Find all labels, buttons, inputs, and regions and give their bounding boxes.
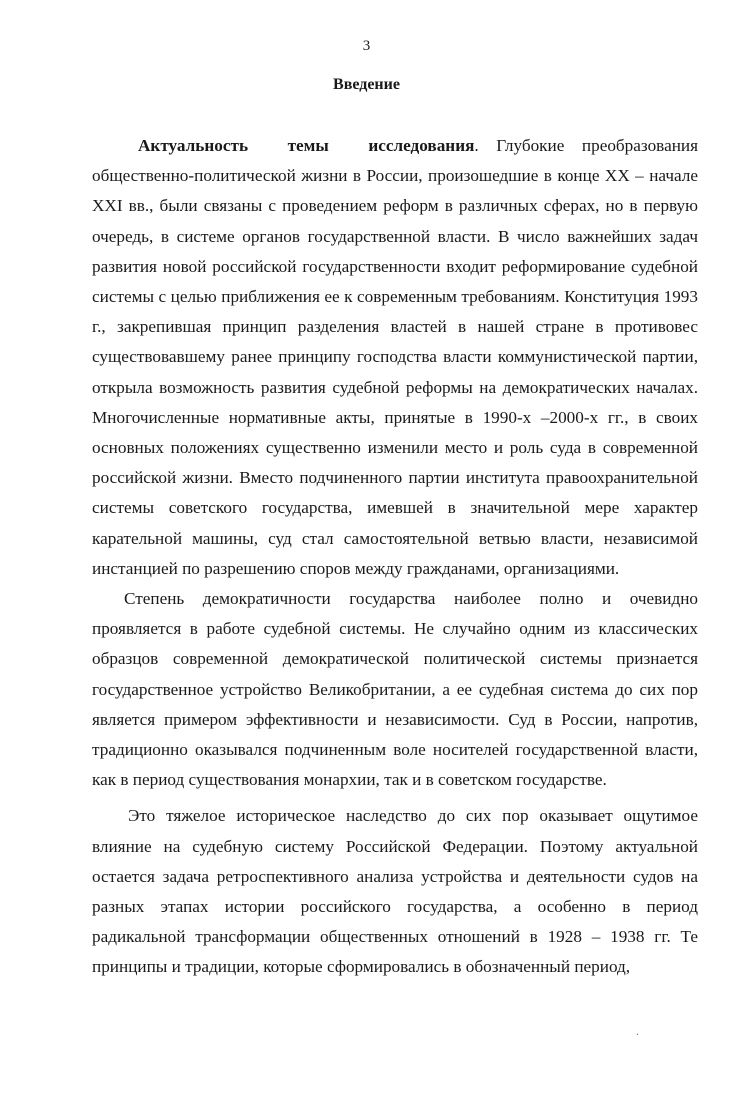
section-heading: Введение <box>333 76 400 93</box>
paragraph-legacy: Это тяжелое историческое наследство до сих пор оказывает ощутимое влияние на судебную систему Российской Федерации. Поэтому актуальной остается задача ретроспективного анализа устройства и деятельности судов на разных этапах истории российского государства, а особенно в период радикальной трансформации общественных отношений в 1928 – 1938 гг. Те принципы и традиции, которые сформировались в обозначенный период, <box>92 806 698 977</box>
body-text <box>92 131 698 983</box>
page-number: 3 <box>362 38 371 54</box>
paragraph-democracy: Степень демократичности государства наиболее полно и очевидно проявляется в работе судебной системы. Не случайно одним из классических образцов современной демократической политической системы признается государственное устройство Великобритании, а ее судебная система до сих пор является примером эффективности и независимости. Суд в России, напротив, традиционно оказывался подчиненным воле носителей государственной власти, как в период существования монархии, так и в советском государстве. <box>92 589 698 790</box>
paragraph-relevance <box>92 131 698 584</box>
relevance-lead: Актуальность темы исследования <box>138 136 475 155</box>
stray-dot-mark: . <box>636 1024 639 1038</box>
relevance-text: Глубокие преобразования общественно-политической жизни в России, произошедшие в конце XX – начале XXI вв., были связаны с проведением реформ в различных сферах, но в первую очередь, в системе органов государственной власти. В число важнейших задач развития новой российской государственности входит реформирование судебной системы с целью приближения ее к современным требованиям. Конституция 1993 г., закрепившая принцип разделения властей в нашей стране в противовес существовавшему ранее принципу господства власти коммунистической партии, открыла возможность развития судебной реформы на демократических началах. Многочисленные нормативные акты, принятые в 1990-х –2000-х гг., в своих основных положениях существенно изменили место и роль суда в современной российской жизни. Вместо подчиненного партии института правоохранительной системы советского государства, имевшей в значительной мере характер карательной машины, суд стал самостоятельной ветвью власти, независимой инстанцией по разрешению споров между гражданами, организациями. <box>92 136 699 578</box>
relevance-lead-punct: . <box>474 136 479 155</box>
